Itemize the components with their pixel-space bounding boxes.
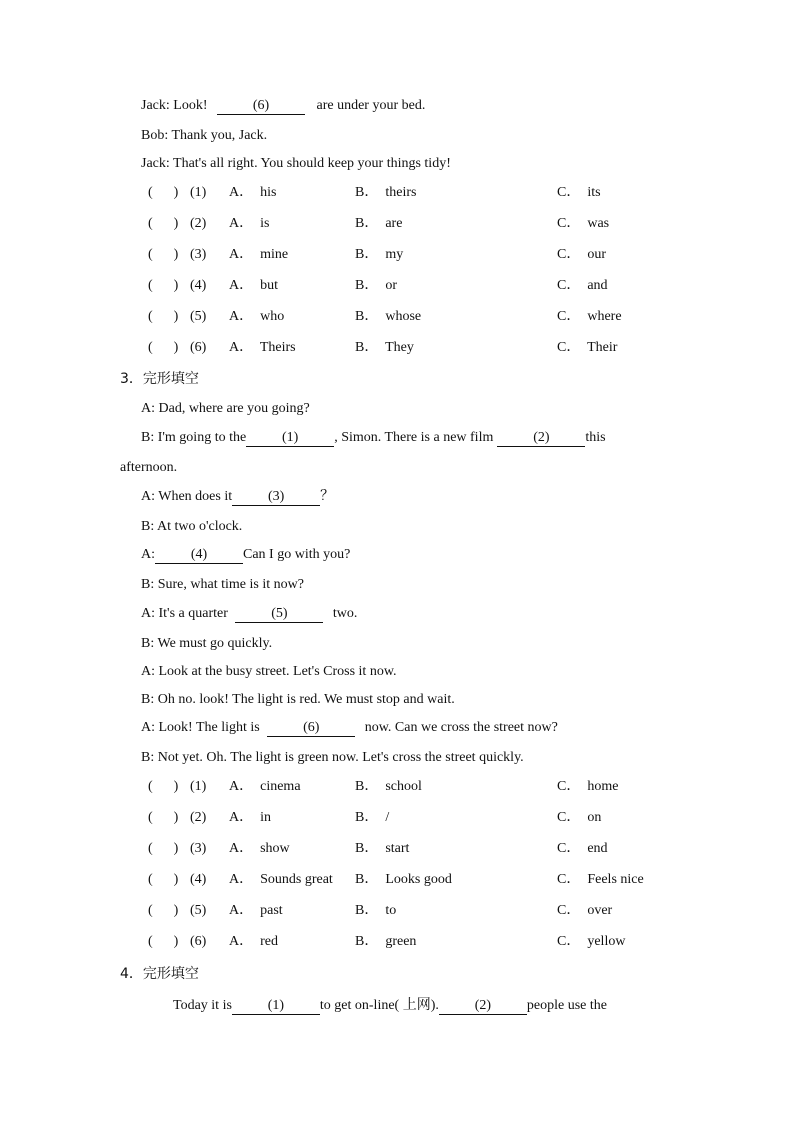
question-number: (2) — [190, 216, 207, 231]
question-number: (3) — [190, 841, 207, 856]
dialog-text: this — [585, 430, 606, 445]
dialog-text: ？ — [320, 489, 335, 504]
dialog-line — [141, 428, 606, 448]
question-number: (5) — [190, 903, 207, 918]
answer-paren[interactable]: ( ) — [148, 779, 179, 794]
option-c[interactable]: C． its — [557, 185, 601, 200]
dialog-text: A: When does it — [141, 489, 233, 504]
option-b[interactable]: B． are — [355, 216, 403, 231]
question-number: (1) — [190, 779, 207, 794]
answer-blank: (1) — [232, 997, 320, 1015]
option-row — [148, 245, 668, 265]
dialog-text: A: Look! The light is — [141, 720, 260, 735]
question-number: (4) — [190, 278, 207, 293]
section-heading: 4．完形填空 — [120, 966, 199, 982]
option-b[interactable]: B． They — [355, 340, 414, 355]
option-row — [148, 338, 668, 358]
answer-paren[interactable]: ( ) — [148, 185, 179, 200]
option-row — [148, 307, 668, 327]
passage-text: people use the — [526, 998, 607, 1013]
dialog-text: A: — [141, 547, 155, 562]
dialog-line: Jack: That's all right. You should keep your things tidy! — [141, 156, 451, 171]
dialog-line: afternoon. — [120, 460, 178, 475]
option-b[interactable]: B． school — [355, 779, 422, 794]
question-number: (6) — [190, 934, 207, 949]
option-c[interactable]: C． home — [557, 779, 619, 794]
option-row — [148, 214, 668, 234]
option-c[interactable]: C． yellow — [557, 934, 626, 949]
option-b[interactable]: B． theirs — [355, 185, 417, 200]
option-row — [148, 870, 668, 890]
answer-blank: (1) — [246, 429, 334, 447]
dialog-line: B: At two o'clock. — [141, 519, 243, 534]
answer-paren[interactable]: ( ) — [148, 278, 179, 293]
option-a[interactable]: A． who — [229, 309, 285, 324]
passage-line — [173, 996, 607, 1016]
option-b[interactable]: B． Looks good — [355, 872, 452, 887]
answer-blank: (6) — [217, 97, 305, 115]
question-number: (5) — [190, 309, 207, 324]
dialog-line: A: Dad, where are you going? — [141, 401, 310, 416]
dialog-line — [141, 96, 425, 116]
question-number: (4) — [190, 872, 207, 887]
answer-paren[interactable]: ( ) — [148, 216, 179, 231]
option-row — [148, 839, 668, 859]
question-number: (2) — [190, 810, 207, 825]
dialog-text: A: It's a quarter — [141, 606, 228, 621]
answer-paren[interactable]: ( ) — [148, 810, 179, 825]
option-row — [148, 183, 668, 203]
dialog-text: two. — [332, 606, 358, 621]
option-c[interactable]: C． where — [557, 309, 622, 324]
option-row — [148, 777, 668, 797]
option-a[interactable]: A． in — [229, 810, 271, 825]
option-b[interactable]: B． start — [355, 841, 410, 856]
answer-paren[interactable]: ( ) — [148, 309, 179, 324]
passage-text: to get on-line( 上网). — [319, 998, 439, 1013]
answer-paren[interactable]: ( ) — [148, 340, 179, 355]
answer-blank: (2) — [497, 429, 585, 447]
dialog-line: A: Look at the busy street. Let's Cross it now. — [141, 664, 397, 679]
answer-blank: (6) — [267, 719, 355, 737]
option-c[interactable]: C． was — [557, 216, 610, 231]
dialog-line: B: Not yet. Oh. The light is green now. Let's cross the street quickly. — [141, 750, 524, 765]
option-b[interactable]: B． my — [355, 247, 404, 262]
dialog-text: Can I go with you? — [243, 547, 351, 562]
option-row — [148, 808, 668, 828]
option-a[interactable]: A． cinema — [229, 779, 301, 794]
dialog-line: B: Sure, what time is it now? — [141, 577, 304, 592]
dialog-line: B: Oh no. look! The light is red. We must stop and wait. — [141, 692, 455, 707]
option-c[interactable]: C． Their — [557, 340, 618, 355]
answer-blank: (3) — [232, 488, 320, 506]
question-number: (6) — [190, 340, 207, 355]
answer-paren[interactable]: ( ) — [148, 903, 179, 918]
question-number: (1) — [190, 185, 207, 200]
option-c[interactable]: C． on — [557, 810, 602, 825]
dialog-line — [141, 545, 350, 565]
option-row — [148, 276, 668, 296]
answer-blank: (4) — [155, 546, 243, 564]
option-a[interactable]: A． but — [229, 278, 278, 293]
dialog-text: , Simon. There is a new film — [334, 430, 494, 445]
answer-blank: (2) — [439, 997, 527, 1015]
dialog-text: B: I'm going to the — [141, 430, 247, 445]
option-c[interactable]: C． Feels nice — [557, 872, 644, 887]
dialog-text: Jack: Look! — [141, 98, 208, 113]
option-a[interactable]: A． Theirs — [229, 340, 296, 355]
option-a[interactable]: A． Sounds great — [229, 872, 333, 887]
dialog-line: B: We must go quickly. — [141, 636, 273, 651]
dialog-line — [141, 718, 558, 738]
answer-blank: (5) — [235, 605, 323, 623]
option-c[interactable]: C． over — [557, 903, 613, 918]
question-number: (3) — [190, 247, 207, 262]
answer-paren[interactable]: ( ) — [148, 247, 179, 262]
option-b[interactable]: B． to — [355, 903, 397, 918]
option-a[interactable]: A． is — [229, 216, 270, 231]
option-row — [148, 932, 668, 952]
dialog-line — [141, 604, 357, 624]
section-heading: 3．完形填空 — [120, 371, 199, 387]
option-b[interactable]: B． whose — [355, 309, 422, 324]
option-c[interactable]: C． end — [557, 841, 608, 856]
option-b[interactable]: B． / — [355, 810, 390, 825]
answer-paren[interactable]: ( ) — [148, 841, 179, 856]
option-a[interactable]: A． his — [229, 185, 277, 200]
option-a[interactable]: A． show — [229, 841, 290, 856]
passage-text: Today it is — [173, 998, 232, 1013]
dialog-text: are under your bed. — [316, 98, 426, 113]
dialog-text: now. Can we cross the street now? — [364, 720, 558, 735]
option-c[interactable]: C． and — [557, 278, 608, 293]
option-b[interactable]: B． green — [355, 934, 417, 949]
dialog-line: Bob: Thank you, Jack. — [141, 128, 268, 143]
option-a[interactable]: A． mine — [229, 247, 289, 262]
option-c[interactable]: C． our — [557, 247, 606, 262]
dialog-line — [141, 487, 334, 507]
option-a[interactable]: A． red — [229, 934, 278, 949]
answer-paren[interactable]: ( ) — [148, 934, 179, 949]
option-b[interactable]: B． or — [355, 278, 397, 293]
option-row — [148, 901, 668, 921]
answer-paren[interactable]: ( ) — [148, 872, 179, 887]
option-a[interactable]: A． past — [229, 903, 283, 918]
